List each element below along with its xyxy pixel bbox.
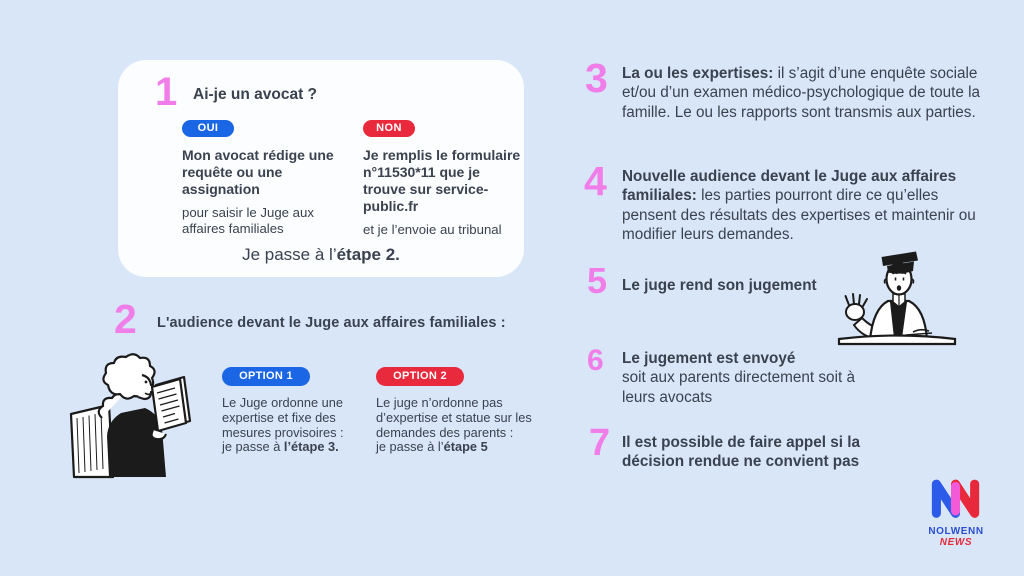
option1-text: Le Juge ordonne une expertise et fixe des mesures provisoires : <box>222 395 344 440</box>
option2-next-step: je passe à l’étape 5 <box>376 439 488 455</box>
no-bold-text: Je remplis le formulaire n°11530*11 que je trouve sur service-public.fr <box>363 147 521 214</box>
step1-title: Ai-je un avocat ? <box>193 86 318 103</box>
nolwenn-news-logo <box>908 476 1004 548</box>
logo-name-text: NOLWENN <box>928 526 984 537</box>
logo-suffix-text: NEWS <box>939 537 973 548</box>
option2-badge: OPTION 2 <box>376 367 464 386</box>
step7-text: Il est possible de faire appel si la décision rendue ne convient pas <box>622 434 861 471</box>
step4-number: 4 <box>584 158 607 204</box>
step1-footer-prefix: Je passe à l’ <box>242 245 337 264</box>
step5-number: 5 <box>587 260 608 301</box>
step1-yes-column <box>182 118 344 237</box>
option2-text: Le juge n’ordonne pas d’expertise et statue sur les demandes des parents : <box>376 395 532 440</box>
no-badge: NON <box>363 120 415 137</box>
step1-footer <box>118 245 524 265</box>
step6-text: Le jugement est envoyé soit aux parents directement soit à leurs avocats <box>622 350 855 406</box>
option1-column <box>222 366 368 455</box>
judge-speaking-illustration <box>836 244 958 346</box>
step4-text: Nouvelle audience devant le Juge aux affaires familiales: les parties pourront dire ce qu’elles pensent des résultats des expertises et maintenir ou modifier leurs demandes. <box>622 168 976 243</box>
option1-next-step: je passe à l’étape 3. <box>222 439 339 455</box>
step1-number: 1 <box>155 70 178 114</box>
yes-badge: OUI <box>182 120 234 137</box>
yes-normal-text: pour saisir le Juge aux affaires familiales <box>182 205 314 236</box>
step5-text: Le juge rend son jugement <box>622 277 817 294</box>
step6-number: 6 <box>587 344 604 377</box>
step2-number: 2 <box>114 296 137 342</box>
option1-badge: OPTION 1 <box>222 367 310 386</box>
step1-no-column <box>363 118 521 238</box>
nn-logo-icon <box>927 476 985 520</box>
step3-text: La ou les expertises: il s’agit d’une enquête sociale et/ou d’un examen médico-psychologique de toute la famille. Le ou les rapports sont transmis aux parties. <box>622 65 981 121</box>
option2-column <box>376 366 544 455</box>
judge-reading-illustration <box>66 352 192 480</box>
step1-footer-bold: étape 2. <box>336 245 400 264</box>
no-normal-text: et je l’envoie au tribunal <box>363 222 502 237</box>
yes-bold-text: Mon avocat rédige une requête ou une assignation <box>182 147 334 197</box>
step3-number: 3 <box>585 55 608 101</box>
step2-title: L'audience devant le Juge aux affaires familiales : <box>157 315 506 331</box>
step7-number: 7 <box>589 422 611 464</box>
